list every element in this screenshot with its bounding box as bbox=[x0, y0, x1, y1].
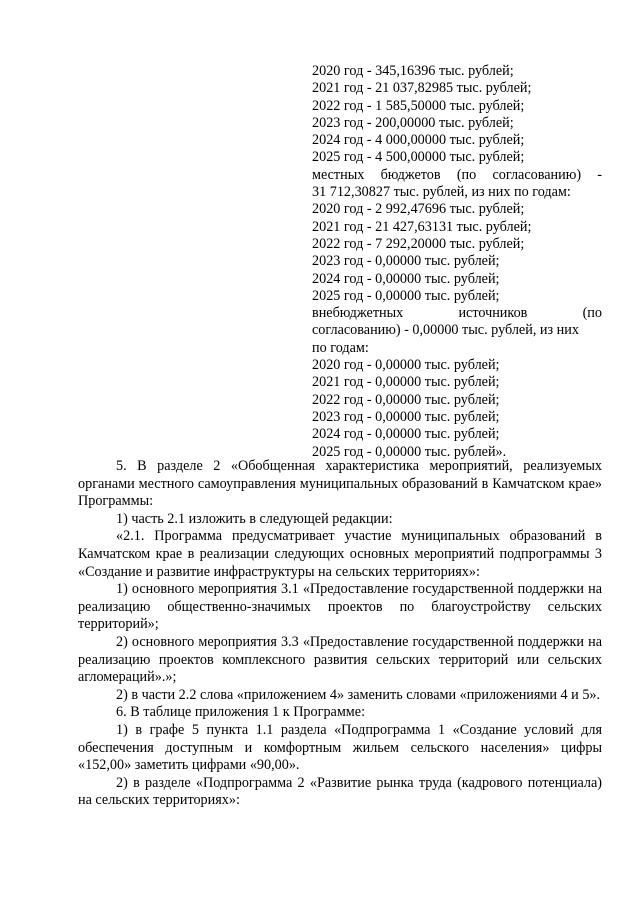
paragraph: 1) часть 2.1 изложить в следующей редакции: bbox=[116, 510, 393, 527]
funding-line: 2024 год - 4 000,00000 тыс. рублей; bbox=[312, 132, 525, 149]
paragraph: 1) основного мероприятия 3.1 «Предоставление государственной поддержки на реализацию общественно-значимых проектов по благоустройству сельских территорий»; bbox=[78, 581, 602, 633]
funding-list bbox=[312, 63, 602, 461]
paragraph: «2.1. Программа предусматривает участие муниципальных образований в Камчатском крае в реализации следующих основных мероприятий подпрограммы 3 «Создание и развитие инфраструктуры на сельских территориях»: bbox=[78, 528, 602, 580]
funding-line: местных бюджетов (по согласованию) - bbox=[312, 166, 602, 183]
document-body bbox=[78, 458, 602, 810]
paragraph: 2) в части 2.2 слова «приложением 4» заменить словами «приложениями 4 и 5». bbox=[116, 686, 601, 703]
funding-line: 2024 год - 0,00000 тыс. рублей; bbox=[312, 270, 500, 287]
paragraph: 5. В разделе 2 «Обобщенная характеристика мероприятий, реализуемых органами местного самоуправления муниципальных образований в Камчатском крае» Программы: bbox=[78, 458, 602, 510]
funding-line: 2025 год - 4 500,00000 тыс. рублей; bbox=[312, 149, 525, 166]
funding-line: 31 712,30827 тыс. рублей, из них по годам: bbox=[312, 184, 571, 201]
paragraph: 2) основного мероприятия 3.3 «Предоставление государственной поддержки на реализацию проектов комплексного развития сельских территорий или сельских агломераций».»; bbox=[78, 633, 602, 686]
paragraph: 6. В таблице приложения 1 к Программе: bbox=[116, 704, 366, 721]
funding-line: 2021 год - 21 037,82985 тыс. рублей; bbox=[312, 80, 532, 97]
funding-line: 2021 год - 21 427,63131 тыс. рублей; bbox=[312, 218, 532, 235]
funding-line: по годам: bbox=[312, 339, 369, 356]
funding-line: согласованию) - 0,00000 тыс. рублей, из них bbox=[312, 322, 579, 339]
funding-line: 2022 год - 0,00000 тыс. рублей; bbox=[312, 391, 500, 408]
funding-line: 2020 год - 2 992,47696 тыс. рублей; bbox=[312, 201, 525, 218]
funding-line: 2022 год - 1 585,50000 тыс. рублей; bbox=[312, 97, 525, 114]
funding-line: 2020 год - 0,00000 тыс. рублей; bbox=[312, 357, 500, 374]
funding-line: 2025 год - 0,00000 тыс. рублей». bbox=[312, 443, 507, 460]
paragraph: 2) в разделе «Подпрограмма 2 «Развитие рынка труда (кадрового потенциала) на сельских территориях»: bbox=[78, 774, 602, 809]
paragraph: 1) в графе 5 пункта 1.1 раздела «Подпрограмма 1 «Создание условий для обеспечения доступным и комфортным жильем сельского населения» цифры «152,00» заметить цифрами «90,00». bbox=[78, 721, 602, 774]
funding-line: 2023 год - 0,00000 тыс. рублей; bbox=[312, 408, 500, 425]
funding-line: 2023 год - 0,00000 тыс. рублей; bbox=[312, 253, 500, 270]
funding-line: 2024 год - 0,00000 тыс. рублей; bbox=[312, 426, 500, 443]
funding-line: 2020 год - 345,16396 тыс. рублей; bbox=[312, 63, 514, 79]
funding-line: 2022 год - 7 292,20000 тыс. рублей; bbox=[312, 235, 525, 252]
funding-line: внебюджетных источников (по bbox=[312, 305, 602, 322]
funding-line: 2023 год - 200,00000 тыс. рублей; bbox=[312, 114, 514, 131]
funding-line: 2021 год - 0,00000 тыс. рублей; bbox=[312, 374, 500, 391]
funding-line: 2025 год - 0,00000 тыс. рублей; bbox=[312, 287, 500, 304]
